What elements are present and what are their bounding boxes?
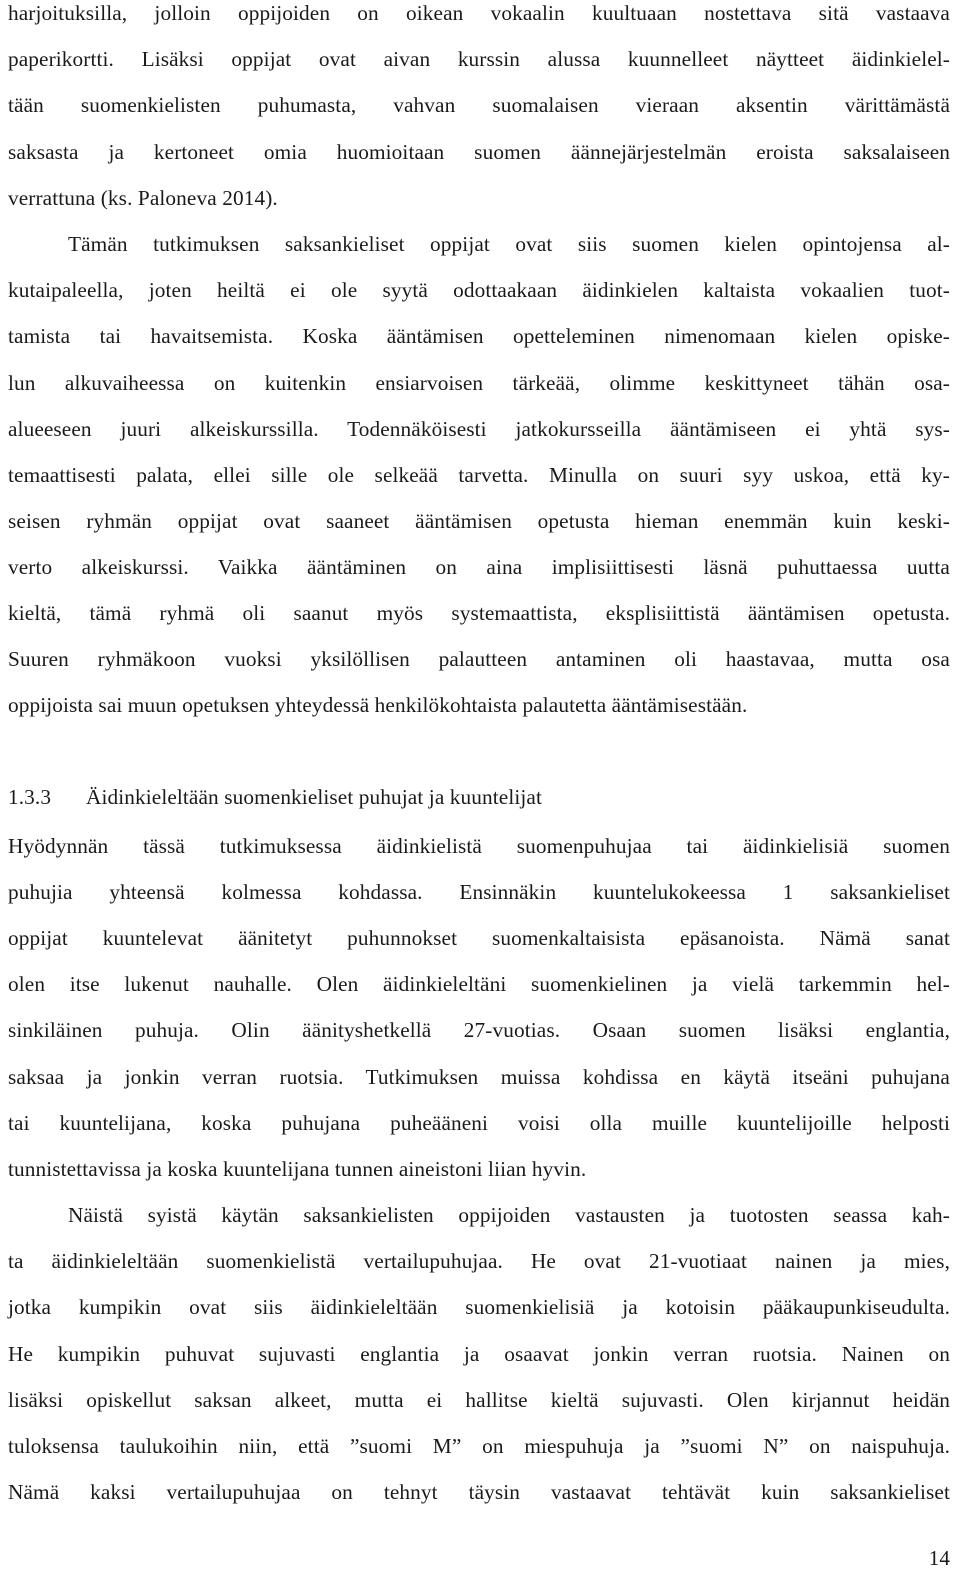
text-line: alueeseen juuri alkeiskurssilla. Todennäköisesti jatkokursseilla ääntämiseen ei yhtä sys-: [8, 417, 950, 441]
text-line: ta äidinkieleltään suomenkielistä vertailupuhujaa. He ovat 21-vuotiaat nainen ja mies,: [8, 1249, 950, 1273]
text-line: verrattuna (ks. Paloneva 2014).: [8, 186, 278, 210]
text-line: temaattisesti palata, ellei sille ole selkeää tarvetta. Minulla on suuri syy uskoa, että ky-: [8, 463, 950, 487]
text-line: kieltä, tämä ryhmä oli saanut myös systemaattista, eksplisiittistä ääntämisen opetusta.: [8, 601, 950, 625]
text-line: Suuren ryhmäkoon vuoksi yksilöllisen palautteen antaminen oli haastavaa, mutta osa: [8, 647, 950, 671]
section-heading: [8, 782, 542, 812]
text-line: tai kuuntelijana, koska puhujana puheääneni voisi olla muille kuuntelijoille helposti: [8, 1111, 950, 1135]
text-line: Näistä syistä käytän saksankielisten oppijoiden vastausten ja tuotosten seassa kah-: [68, 1203, 950, 1227]
text-line: olen itse lukenut nauhalle. Olen äidinkieleltäni suomenkielinen ja vielä tarkemmin hel-: [8, 972, 950, 996]
text-line: lisäksi opiskellut saksan alkeet, mutta ei hallitse kieltä sujuvasti. Olen kirjannut heidän: [8, 1388, 950, 1412]
text-line: kutaipaleella, joten heiltä ei ole syytä odottaakaan äidinkielen kaltaista vokaalien tuot-: [8, 278, 950, 302]
text-line: verto alkeiskurssi. Vaikka ääntäminen on aina implisiittisesti läsnä puhuttaessa uutta: [8, 555, 950, 579]
text-line: saksaa ja jonkin verran ruotsia. Tutkimuksen muissa kohdissa en käytä itseäni puhujana: [8, 1065, 950, 1089]
text-line: Hyödynnän tässä tutkimuksessa äidinkielistä suomenpuhujaa tai äidinkielisiä suomen: [8, 834, 950, 858]
text-line: harjoituksilla, jolloin oppijoiden on oikean vokaalin kuultuaan nostettava sitä vastaava: [8, 1, 950, 25]
text-line: oppijoista sai muun opetuksen yhteydessä henkilökohtaista palautetta ääntämisestään.: [8, 693, 748, 717]
text-line: Nämä kaksi vertailupuhujaa on tehnyt täysin vastaavat tehtävät kuin saksankieliset: [8, 1480, 950, 1504]
text-line: Tämän tutkimuksen saksankieliset oppijat ovat siis suomen kielen opintojensa al-: [68, 232, 950, 256]
text-line: saksasta ja kertoneet omia huomioitaan suomen äännejärjestelmän eroista saksalaiseen: [8, 140, 950, 164]
text-line: tuloksensa taulukoihin niin, että ”suomi M” on miespuhuja ja ”suomi N” on naispuhuja.: [8, 1434, 950, 1458]
page-number: 14: [928, 1546, 950, 1570]
text-line: oppijat kuuntelevat äänitetyt puhunnokset suomenkaltaisista epäsanoista. Nämä sanat: [8, 926, 950, 950]
section-number: 1.3.3: [8, 785, 52, 809]
text-line: He kumpikin puhuvat sujuvasti englantia ja osaavat jonkin verran ruotsia. Nainen on: [8, 1342, 950, 1366]
text-line: tunnistettavissa ja koska kuuntelijana tunnen aineistoni liian hyvin.: [8, 1157, 587, 1181]
text-line: seisen ryhmän oppijat ovat saaneet ääntämisen opetusta hieman enemmän kuin keski-: [8, 509, 950, 533]
text-line: paperikortti. Lisäksi oppijat ovat aivan kurssin alussa kuunnelleet näytteet äidinkielel-: [8, 47, 950, 71]
section-title: Äidinkieleltään suomenkieliset puhujat ja kuuntelijat: [86, 785, 542, 809]
text-line: tamista tai havaitsemista. Koska ääntämisen opetteleminen nimenomaan kielen opiske-: [8, 324, 950, 348]
text-line: sinkiläinen puhuja. Olin äänityshetkellä 27-vuotias. Osaan suomen lisäksi englantia,: [8, 1018, 950, 1042]
text-line: tään suomenkielisten puhumasta, vahvan suomalaisen vieraan aksentin värittämästä: [8, 93, 950, 117]
text-line: puhujia yhteensä kolmessa kohdassa. Ensinnäkin kuuntelukokeessa 1 saksankieliset: [8, 880, 950, 904]
text-line: lun alkuvaiheessa on kuitenkin ensiarvoisen tärkeää, olimme keskittyneet tähän osa-: [8, 371, 950, 395]
text-line: jotka kumpikin ovat siis äidinkieleltään suomenkielisiä ja kotoisin pääkaupunkiseudulta.: [8, 1295, 950, 1319]
